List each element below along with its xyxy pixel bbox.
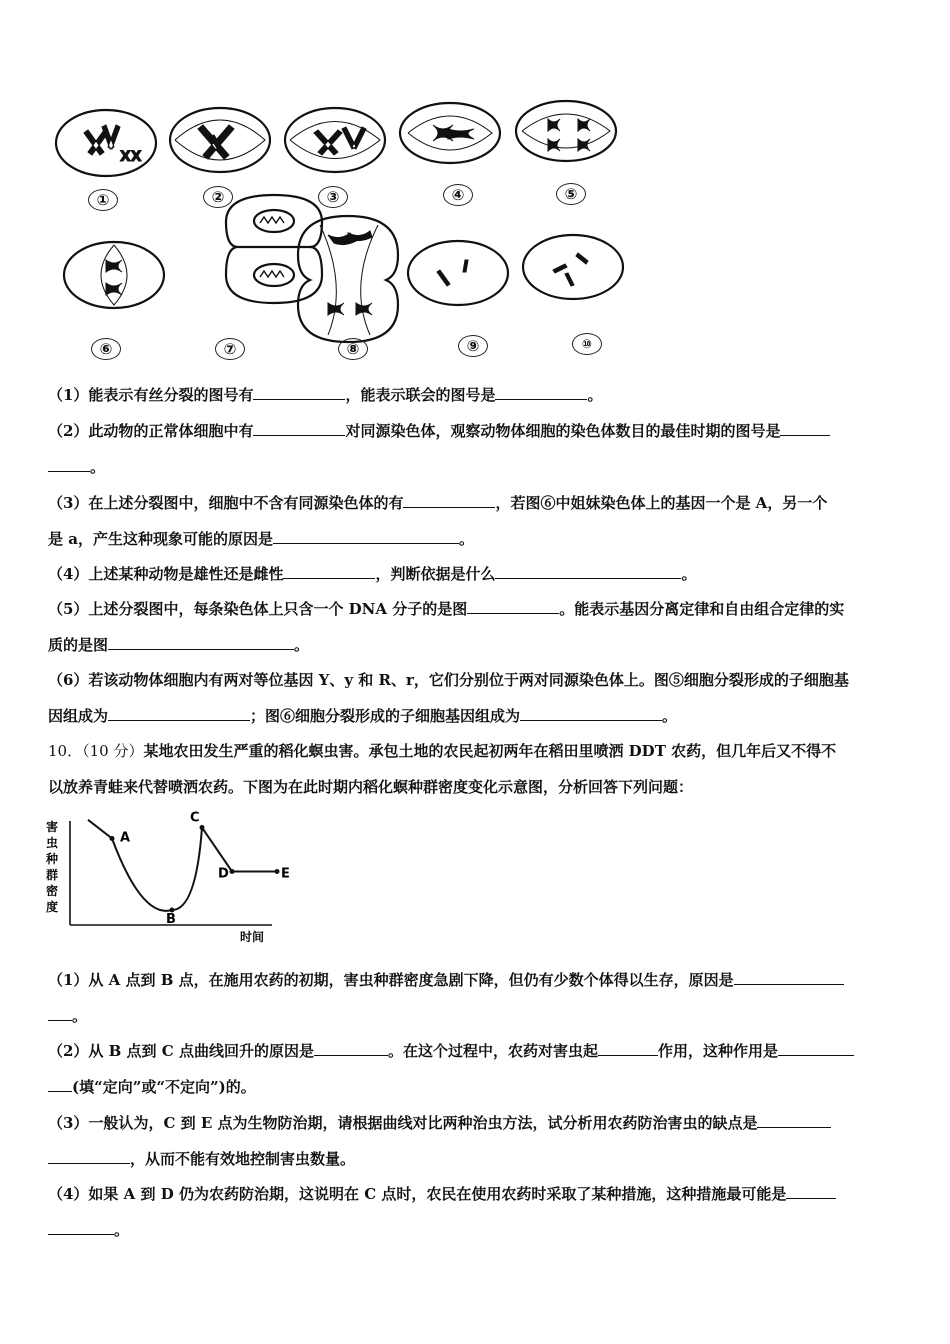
- q10-4: [48, 1184, 906, 1204]
- y-axis-label-char: 度: [46, 900, 59, 914]
- density-curve: [88, 820, 277, 911]
- q9-6-text-b: 因组成为: [48, 707, 109, 725]
- punct: 。: [587, 386, 603, 404]
- q10-stem: 某地农田发生严重的稻化螟虫害。承包土地的农民起初两年在稻田里喷洒 DDT 农药，但几年后又不得不: [143, 742, 837, 760]
- q9-3-text-a: （3）在上述分裂图中，细胞中不含有同源染色体的有: [48, 494, 404, 512]
- cell-5: [516, 101, 616, 161]
- q9-4: [48, 564, 906, 584]
- point-d: [230, 869, 235, 874]
- q10-2-text-b: 。在这个过程中，农药对害虫起: [387, 1042, 598, 1060]
- q9-6-cont: [48, 706, 906, 726]
- q9-1-text-b: ，能表示联会的图号是: [345, 386, 496, 404]
- punct: 。: [681, 565, 697, 583]
- point-label-d: D: [218, 866, 229, 882]
- answer-blank[interactable]: [283, 564, 375, 579]
- answer-blank[interactable]: [598, 1041, 658, 1056]
- q10-4-text-a: （4）如果 A 到 D 仍为农药防治期，这说明在 C 点时，农民在使用农药时采取了某种措施，这种措施最可能是: [48, 1185, 787, 1203]
- answer-blank[interactable]: [786, 1184, 836, 1199]
- answer-blank[interactable]: [757, 1113, 831, 1128]
- q9-1: [48, 385, 906, 405]
- figure-label-10: ⑩: [572, 333, 602, 355]
- q10-number: 10．: [48, 742, 83, 760]
- answer-blank[interactable]: [778, 1041, 854, 1056]
- point-c: [200, 825, 205, 830]
- q10-2-text-a: （2）从 B 点到 C 点曲线回升的原因是: [48, 1042, 314, 1060]
- q9-4-text-b: ，判断依据是什么: [375, 565, 496, 583]
- answer-blank[interactable]: [520, 706, 662, 721]
- y-axis-label-char: 种: [46, 852, 59, 866]
- answer-blank[interactable]: [467, 599, 559, 614]
- q9-4-text-a: （4）上述某种动物是雄性还是雌性: [48, 565, 284, 583]
- answer-blank[interactable]: [273, 529, 459, 544]
- punct: 。: [90, 458, 106, 476]
- answer-blank[interactable]: [48, 457, 90, 472]
- answer-blank[interactable]: [48, 1006, 72, 1021]
- q9-2-text-b: 对同源染色体，观察动物体细胞的染色体数目的最佳时期的图号是: [345, 422, 781, 440]
- figure-label-7: ⑦: [215, 338, 245, 360]
- pest-density-graph: [44, 810, 290, 950]
- figure-label-2: ②: [203, 186, 233, 208]
- q10-2-text-d: (填“定向”或“不定向”)的。: [72, 1078, 256, 1096]
- punct: 。: [294, 636, 310, 654]
- q10-stem-2: 以放养青蛙来代替喷洒农药。下图为在此时期内稻化螟种群密度变化示意图，分析回答下列问题：: [48, 778, 694, 796]
- figure-label-3: ③: [318, 186, 348, 208]
- q10-3-text-b: ，从而不能有效地控制害虫数量。: [130, 1150, 356, 1168]
- answer-blank[interactable]: [495, 385, 587, 400]
- answer-blank[interactable]: [253, 421, 345, 436]
- cell-10: [523, 235, 623, 299]
- q9-2-cont: [48, 457, 906, 477]
- cell-9: [408, 241, 508, 305]
- answer-blank[interactable]: [403, 493, 495, 508]
- point-label-b: B: [166, 912, 176, 927]
- q10-3-cont: [48, 1149, 906, 1169]
- svg-text:XX: XX: [120, 149, 142, 165]
- punct: 。: [662, 707, 678, 725]
- answer-blank[interactable]: [734, 970, 844, 985]
- pest-density-chart-svg: [44, 810, 290, 950]
- q10-4-cont: [48, 1220, 906, 1240]
- answer-blank[interactable]: [314, 1041, 388, 1056]
- q10-2-text-c: 作用，这种作用是: [657, 1042, 778, 1060]
- q10-3: [48, 1113, 906, 1133]
- figure-label-8: ⑧: [338, 338, 368, 360]
- answer-blank[interactable]: [253, 385, 345, 400]
- answer-blank[interactable]: [108, 706, 250, 721]
- figure-label-1: ①: [88, 189, 118, 211]
- q9-6-text-a: （6）若该动物体细胞内有两对等位基因 Y、y 和 R、r，它们分别位于两对同源染色体上。图⑤细胞分裂形成的子细胞基: [48, 671, 849, 689]
- q9-3-text-b: ，若图⑥中姐妹染色体上的基因一个是 A，另一个: [495, 494, 828, 512]
- q10-2-cont: [48, 1077, 906, 1097]
- cell-6: [64, 242, 164, 308]
- figure-label-9: ⑨: [458, 335, 488, 357]
- q9-5-cont: [48, 635, 906, 655]
- punct: 。: [458, 530, 474, 548]
- y-axis-label: [45, 819, 58, 914]
- punct: 。: [114, 1221, 130, 1239]
- point-e: [275, 869, 280, 874]
- q9-3-text-c: 是 a，产生这种现象可能的原因是: [48, 530, 273, 548]
- q9-1-text-a: （1）能表示有丝分裂的图号有: [48, 386, 254, 404]
- figure-label-4: ④: [443, 184, 473, 206]
- cell-division-figure: [48, 95, 648, 365]
- q10-1-cont: [48, 1006, 906, 1026]
- q10-header: [48, 741, 906, 761]
- y-axis-label-char: 密: [46, 884, 59, 898]
- cell-1: [56, 110, 156, 176]
- figure-label-5: ⑤: [556, 183, 586, 205]
- answer-blank[interactable]: [780, 421, 830, 436]
- point-label-a: A: [120, 830, 131, 846]
- answer-blank[interactable]: [48, 1220, 114, 1235]
- q9-2-text-a: （2）此动物的正常体细胞中有: [48, 422, 254, 440]
- q9-5-text-b: 。能表示基因分离定律和自由组合定律的实: [559, 600, 845, 618]
- point-a: [110, 836, 115, 841]
- figure-label-6: ⑥: [91, 338, 121, 360]
- q10-3-text-a: （3）一般认为，C 到 E 点为生物防治期，请根据曲线对比两种治虫方法，试分析用农药防治害虫的缺点是: [48, 1114, 758, 1132]
- q9-5: [48, 599, 906, 619]
- point-label-e: E: [281, 866, 290, 882]
- q10-1: [48, 970, 906, 990]
- q10-score: （10 分）: [82, 742, 144, 760]
- x-axis-label: 时间: [240, 930, 265, 944]
- y-axis-label-char: 虫: [46, 836, 59, 850]
- answer-blank[interactable]: [108, 635, 294, 650]
- q9-6-text-c: ；图⑥细胞分裂形成的子细胞基因组成为: [250, 707, 521, 725]
- answer-blank[interactable]: [48, 1149, 130, 1164]
- q9-3: [48, 493, 906, 513]
- punct: 。: [72, 1007, 88, 1025]
- q10-stem-cont: [48, 777, 906, 797]
- answer-blank[interactable]: [48, 1077, 72, 1092]
- y-axis-label-char: 群: [46, 868, 59, 882]
- cell-diagrams-svg: [48, 95, 648, 365]
- q10-1-text-a: （1）从 A 点到 B 点，在施用农药的初期，害虫种群密度急剧下降，但仍有少数个体得以生存，原因是: [48, 971, 734, 989]
- q9-5-text-c: 质的是图: [48, 636, 109, 654]
- q9-3-cont: [48, 529, 906, 549]
- answer-blank[interactable]: [495, 564, 681, 579]
- q9-5-text-a: （5）上述分裂图中，每条染色体上只含一个 DNA 分子的是图: [48, 600, 468, 618]
- y-axis-label-char: 害: [46, 820, 59, 834]
- q9-6: [48, 670, 906, 690]
- point-label-c: C: [190, 810, 200, 826]
- q10-2: [48, 1041, 906, 1061]
- q9-2: [48, 421, 906, 441]
